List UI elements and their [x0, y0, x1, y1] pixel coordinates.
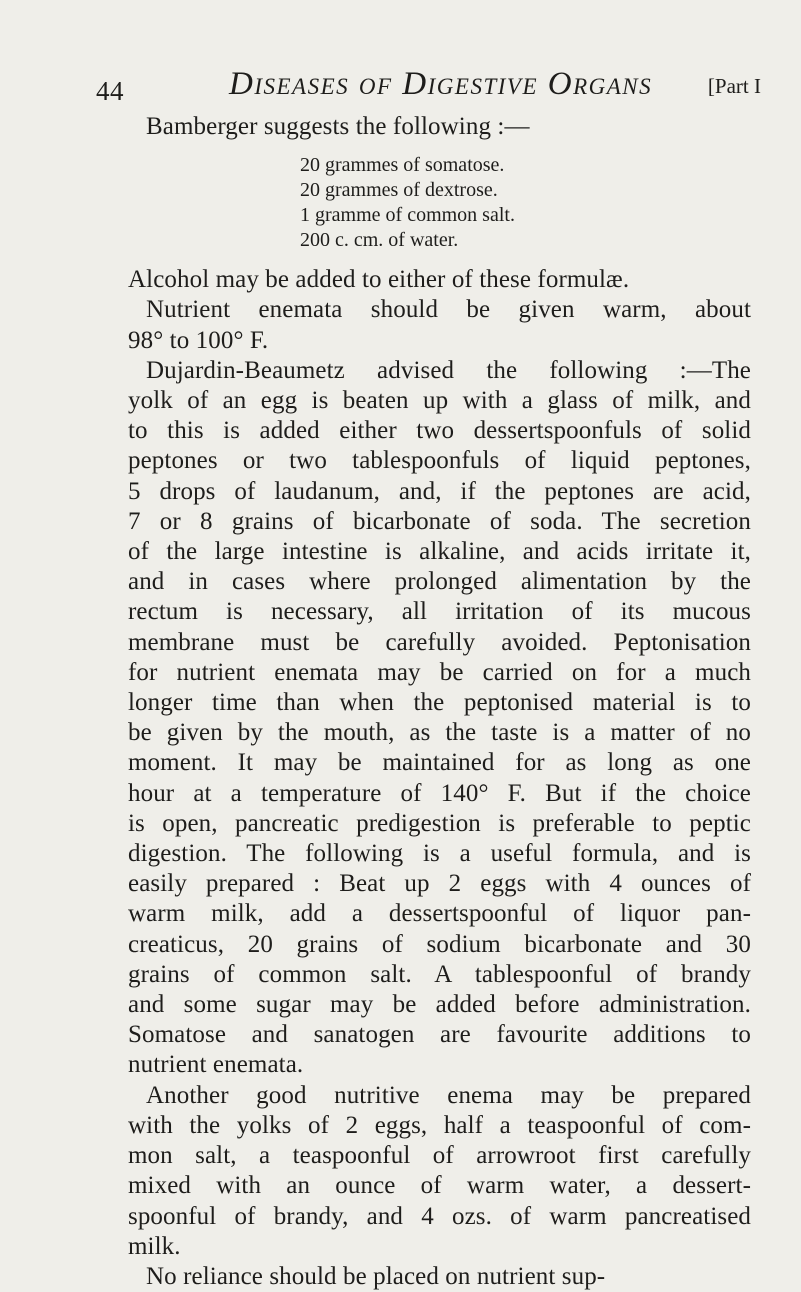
text-line: and some sugar may be added before administration.	[128, 991, 751, 1019]
paragraph	[128, 356, 751, 1081]
text-line: Dujardin-Beaumetz advised the following :—The	[146, 356, 751, 384]
text-line: warm milk, add a dessertspoonful of liquor pan-	[128, 900, 751, 928]
page-header	[96, 66, 761, 106]
recipe-item: 20 grammes of dextrose.	[300, 179, 498, 202]
page-number: 44	[96, 76, 124, 106]
paragraph	[128, 265, 751, 295]
running-title: Diseases of Digestive Organs	[229, 66, 653, 102]
text-line: spoonful of brandy, and 4 ozs. of warm pancreatised	[128, 1202, 751, 1230]
text-line: mixed with an ounce of warm water, a dessert-	[128, 1172, 751, 1200]
text-line: of the large intestine is alkaline, and acids irritate it,	[128, 538, 751, 566]
paragraph	[128, 1262, 751, 1292]
paragraph	[128, 1081, 751, 1262]
text-line: membrane must be carefully avoided. Peptonisation	[128, 628, 751, 656]
recipe-item: 200 c. cm. of water.	[300, 229, 459, 252]
text-line: and in cases where prolonged alimentation by the	[128, 568, 751, 596]
text-line: digestion. The following is a useful formula, and is	[128, 840, 751, 868]
text-line: nutrient enemata.	[128, 1051, 304, 1079]
text-line: easily prepared : Beat up 2 eggs with 4 ounces of	[128, 870, 751, 898]
text-line: is open, pancreatic predigestion is preferable to peptic	[128, 809, 751, 837]
text-line: mon salt, a teaspoonful of arrowroot first carefully	[128, 1142, 751, 1170]
text-line: milk.	[128, 1232, 181, 1260]
text-line: moment. It may be maintained for as long as one	[128, 749, 751, 777]
text-line: longer time than when the peptonised material is to	[128, 689, 751, 717]
text-line: yolk of an egg is beaten up with a glass of milk, and	[128, 387, 751, 415]
intro-line: Bamberger suggests the following :—	[146, 113, 530, 140]
text-line: be given by the mouth, as the taste is a matter of no	[128, 719, 751, 747]
text-line: Alcohol may be added to either of these formulæ.	[128, 266, 630, 294]
recipe-item: 1 gramme of common salt.	[300, 204, 515, 227]
text-line: 5 drops of laudanum, and, if the peptones are acid,	[128, 477, 751, 505]
paragraph	[128, 295, 751, 355]
text-line: 7 or 8 grains of bicarbonate of soda. The secretion	[128, 507, 751, 535]
text-line: Somatose and sanatogen are favourite additions to	[128, 1021, 751, 1049]
text-line: creaticus, 20 grains of sodium bicarbonate and 30	[128, 930, 751, 958]
recipe-list	[300, 153, 751, 253]
text-line: hour at a temperature of 140° F. But if the choice	[128, 779, 751, 807]
text-line: grains of common salt. A tablespoonful of brandy	[128, 960, 751, 988]
text-line: Nutrient enemata should be given warm, about	[146, 296, 751, 324]
page-body	[128, 112, 751, 1292]
recipe-item: 20 grammes of somatose.	[300, 154, 505, 177]
text-line: peptones or two tablespoonfuls of liquid peptones,	[128, 447, 751, 475]
text-line: No reliance should be placed on nutrient sup-	[146, 1262, 606, 1290]
text-line: to this is added either two dessertspoonfuls of solid	[128, 417, 751, 445]
text-line: 98° to 100° F.	[128, 326, 269, 354]
text-line: rectum is necessary, all irritation of its mucous	[128, 598, 751, 626]
paragraphs	[128, 265, 751, 1292]
part-label: [Part I	[707, 74, 761, 98]
text-line: with the yolks of 2 eggs, half a teaspoonful of com-	[128, 1111, 751, 1139]
text-line: for nutrient enemata may be carried on for a much	[128, 658, 751, 686]
text-line: Another good nutritive enema may be prepared	[146, 1081, 751, 1109]
